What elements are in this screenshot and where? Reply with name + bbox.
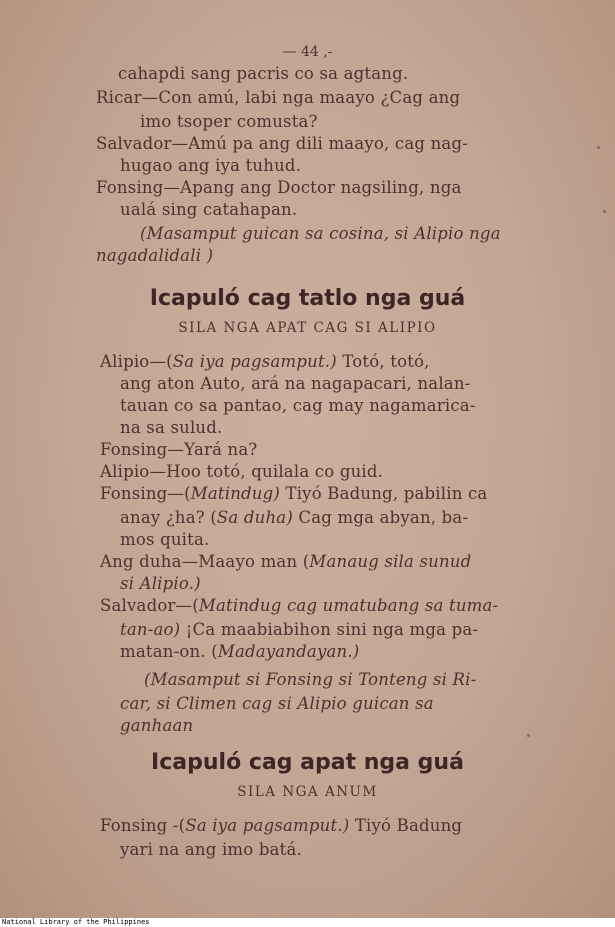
- text-line: ualá sing catahapan.: [120, 200, 298, 219]
- scene-cast: SILA NGA ANUM: [237, 784, 378, 800]
- dialogue-line: Fonsing -(Sa iya pagsamput.) Tiyó Badung: [100, 816, 463, 835]
- scene-heading: Icapuló cag tatlo nga guá: [149, 286, 466, 311]
- stage-direction: car, si Climen cag si Alipio guican sa: [120, 694, 434, 713]
- dialogue-line: yari na ang imo batá.: [120, 840, 302, 859]
- dialogue-line: Fonsing—(Matindug) Tiyó Badung, pabilin ca: [100, 484, 488, 503]
- stage-direction: (Masamput si Fonsing si Tonteng si Ri-: [144, 670, 477, 689]
- library-footer: National Library of the Philippines: [2, 918, 150, 926]
- scene-cast: SILA NGA APAT CAG SI ALIPIO: [178, 320, 437, 336]
- dialogue-line: Fonsing—Yará na?: [100, 440, 258, 459]
- dialogue-line: tauan co sa pantao, cag may nagamarica-: [120, 396, 476, 415]
- dialogue-line: Alipio—(Sa iya pagsamput.) Totó, totó,: [100, 352, 430, 371]
- stage-direction: si Alipio.): [120, 574, 201, 593]
- stage-direction: ganhaan: [120, 716, 194, 735]
- dialogue-line: mos quita.: [120, 530, 210, 549]
- dialogue-line: Ang duha—Maayo man (Manaug sila sunud: [100, 552, 472, 571]
- paper-speck: [597, 146, 600, 149]
- page-number: — 44 ,-: [282, 44, 333, 60]
- stage-direction: nagadalidali ): [96, 246, 214, 265]
- dialogue-line: ang aton Auto, ará na nagapacari, nalan-: [120, 374, 471, 393]
- text-line: imo tsoper comusta?: [140, 112, 318, 131]
- stage-direction: (Masamput guican sa cosina, si Alipio nga: [140, 224, 501, 243]
- paper-speck: [527, 734, 530, 737]
- dialogue-line: Salvador—(Matindug cag umatubang sa tuma-: [100, 596, 499, 615]
- text-line: cahapdi sang pacris co sa agtang.: [118, 64, 409, 83]
- dialogue-line: tan-ao) ¡Ca maabiabihon sini nga mga pa-: [120, 620, 479, 639]
- text-line: Ricar—Con amú, labi nga maayo ¿Cag ang: [96, 88, 461, 107]
- dialogue-line: na sa sulud.: [120, 418, 223, 437]
- text-line: Salvador—Amú pa ang dili maayo, cag nag-: [96, 134, 468, 153]
- scene-heading: Icapuló cag apat nga guá: [151, 750, 464, 775]
- dialogue-line: matan-on. (Madayandayan.): [120, 642, 360, 661]
- text-line: Fonsing—Apang ang Doctor nagsiling, nga: [96, 178, 462, 197]
- dialogue-line: anay ¿ha? (Sa duha) Cag mga abyan, ba-: [120, 508, 469, 527]
- text-line: hugao ang iya tuhud.: [120, 156, 302, 175]
- dialogue-line: Alipio—Hoo totó, quilala co guid.: [100, 462, 384, 481]
- paper-speck: [603, 210, 606, 213]
